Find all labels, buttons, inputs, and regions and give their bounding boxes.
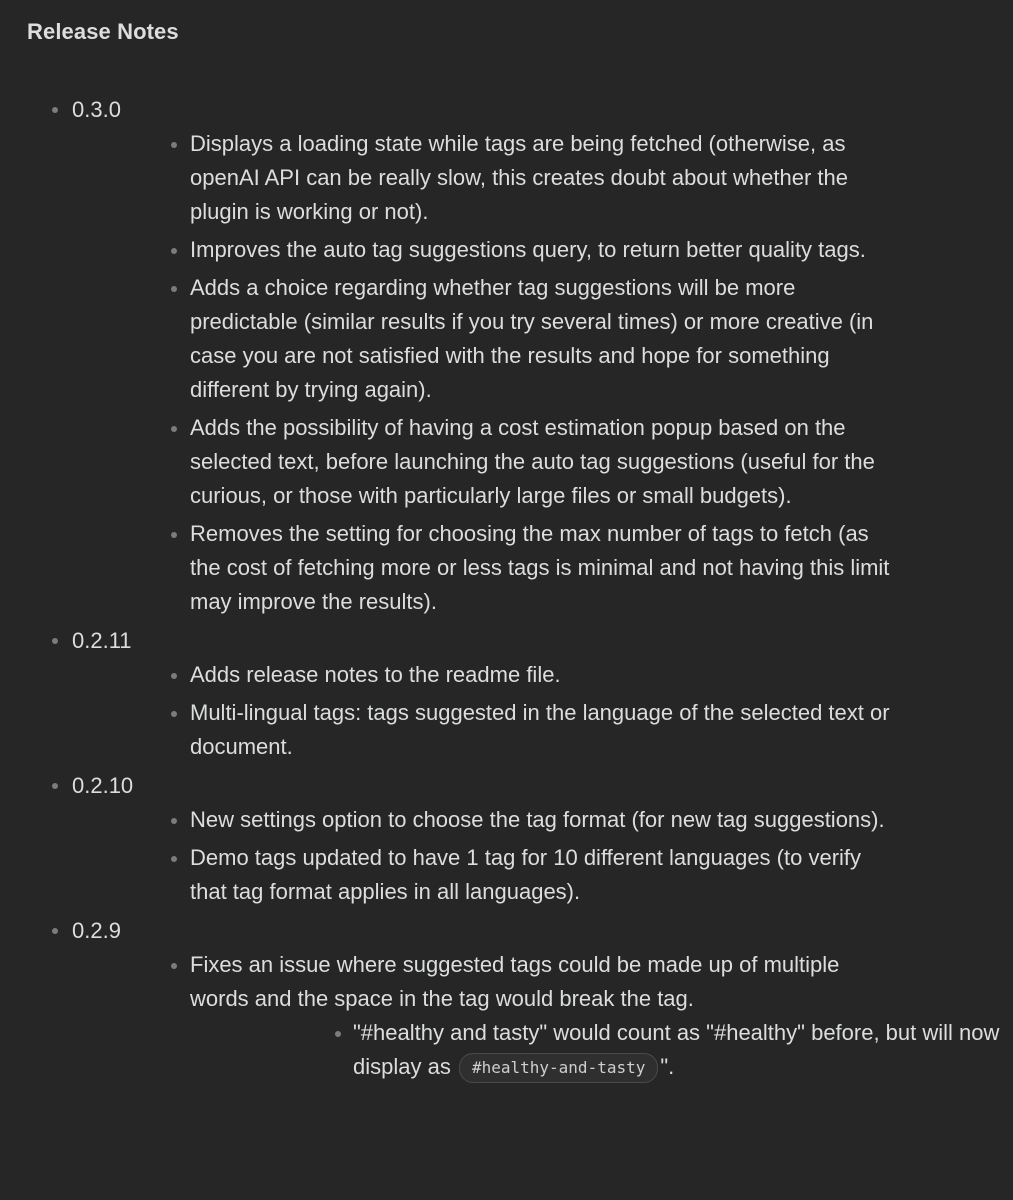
list-item <box>72 658 842 692</box>
change-list <box>72 127 890 619</box>
example-text <box>353 1016 1013 1084</box>
change-text: Improves the auto tag suggestions query, to return better quality tags. <box>190 237 866 262</box>
bullet-icon <box>52 928 58 934</box>
list-item <box>72 233 866 267</box>
version-entry-0-2-11 <box>0 623 890 764</box>
change-list <box>72 658 890 764</box>
inline-code-tag: #healthy-and-tasty <box>459 1053 658 1083</box>
change-text: Multi-lingual tags: tags suggested in the language of the selected text or document. <box>190 700 890 759</box>
version-entry-0-2-9 <box>0 913 1000 1084</box>
change-list <box>72 803 885 909</box>
list-item <box>72 696 890 764</box>
bullet-icon <box>171 711 177 717</box>
change-text: New settings option to choose the tag format (for new tag suggestions). <box>190 807 885 832</box>
version-label: 0.2.11 <box>72 628 132 653</box>
bullet-icon <box>171 248 177 254</box>
bullet-icon <box>52 783 58 789</box>
list-item <box>72 517 890 619</box>
bullet-icon <box>171 142 177 148</box>
change-text: Displays a loading state while tags are being fetched (otherwise, as openAI API can be really slow, this creates doubt about whether the plugin is working or not). <box>190 131 848 224</box>
bullet-icon <box>171 963 177 969</box>
bullet-icon <box>171 286 177 292</box>
list-item <box>190 1016 1000 1084</box>
bullet-icon <box>335 1031 341 1037</box>
bullet-icon <box>52 638 58 644</box>
version-label: 0.3.0 <box>72 97 121 122</box>
list-item <box>72 271 874 407</box>
list-item <box>72 127 848 229</box>
bullet-icon <box>171 856 177 862</box>
version-entry-0-3-0 <box>0 92 890 619</box>
change-text: Fixes an issue where suggested tags could be made up of multiple words and the space in the tag would break the tag. <box>190 952 840 1011</box>
list-item <box>72 411 875 513</box>
version-list <box>0 92 1000 1084</box>
list-item <box>72 803 885 837</box>
version-label: 0.2.10 <box>72 773 134 798</box>
example-list <box>190 1016 1000 1084</box>
bullet-icon <box>171 818 177 824</box>
release-notes-list <box>0 92 1000 1088</box>
change-text: Removes the setting for choosing the max number of tags to fetch (as the cost of fetching more or less tags is minimal and not having this limit may improve the results). <box>190 521 890 614</box>
example-text-after: ". <box>660 1054 675 1079</box>
bullet-icon <box>171 426 177 432</box>
change-list <box>72 948 1000 1084</box>
change-text: Demo tags updated to have 1 tag for 10 different languages (to verify that tag format applies in all languages). <box>190 845 862 904</box>
list-item <box>72 841 862 909</box>
version-entry-0-2-10 <box>0 768 885 909</box>
list-item <box>72 948 1000 1084</box>
example-text-before: "#healthy and tasty" would count as "#healthy" before, but will now display as <box>353 1020 1000 1079</box>
bullet-icon <box>171 532 177 538</box>
bullet-icon <box>171 673 177 679</box>
bullet-icon <box>52 107 58 113</box>
version-label: 0.2.9 <box>72 918 121 943</box>
change-text: Adds a choice regarding whether tag suggestions will be more predictable (similar results if you try several times) or more creative (in case you are not satisfied with the results and hope for something different by trying again). <box>190 275 874 402</box>
change-text: Adds release notes to the readme file. <box>190 662 561 687</box>
page-title: Release Notes <box>27 19 179 44</box>
change-text: Adds the possibility of having a cost estimation popup based on the selected text, before launching the auto tag suggestions (useful for the curious, or those with particularly large files or small budgets). <box>190 415 875 508</box>
